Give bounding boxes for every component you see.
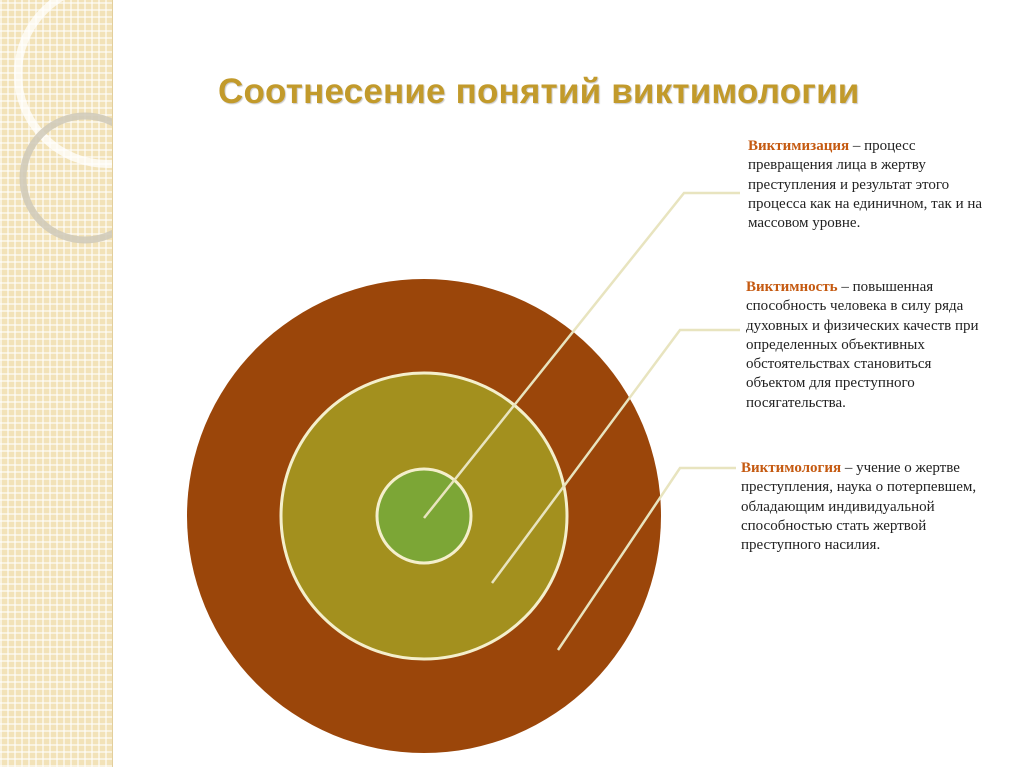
definition-victimity bbox=[746, 278, 986, 413]
slide-title: Соотнесение понятий виктимологии bbox=[218, 72, 860, 111]
term-victimity: Виктимность bbox=[746, 279, 838, 295]
definition-victimization bbox=[748, 137, 998, 233]
term-victimization: Виктимизация bbox=[748, 138, 850, 154]
definition-victimology-text: – учение о жертве преступления, наука о потерпевшем, обладающим индивидуальной способностью стать жертвой преступного насилия. bbox=[741, 460, 977, 554]
definition-victimity-text: – повышенная способность человека в силу ряда духовных и физических качеств при определенных объективных обстоятельствах становиться объектом для преступного посягательства. bbox=[746, 279, 979, 411]
term-victimology: Виктимология bbox=[741, 460, 842, 476]
definition-victimization-text: – процесс превращения лица в жертву преступления и результат этого процесса как на единичном, так и на массовом уровне. bbox=[748, 138, 983, 232]
definition-victimology bbox=[741, 459, 981, 555]
